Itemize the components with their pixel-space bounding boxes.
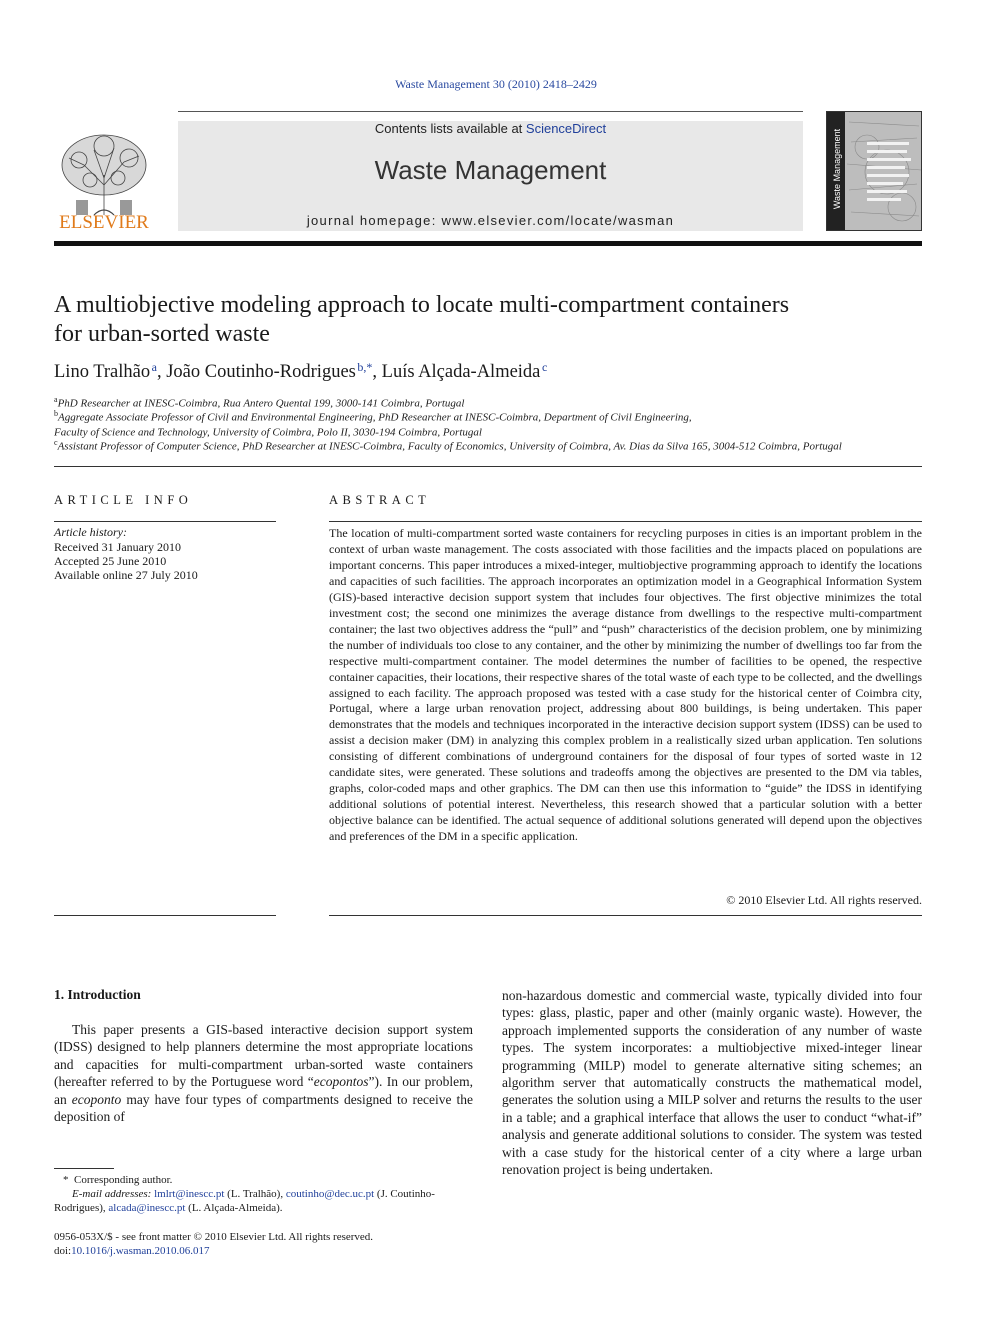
paper-title — [54, 291, 922, 349]
author-separator: , — [156, 362, 167, 382]
affiliation-rule — [54, 466, 922, 467]
header-top-rule — [178, 111, 803, 112]
email-link[interactable]: alcada@inescc.pt — [108, 1202, 186, 1214]
affiliation-text: PhD Researcher at INESC-Coimbra, Rua Antero Quental 199, 3000-141 Coimbra, Portugal — [57, 397, 465, 410]
contents-prefix: Contents lists available at — [374, 121, 526, 136]
journal-homepage — [178, 213, 803, 228]
email-link[interactable]: lmlrt@inescc.pt — [154, 1188, 225, 1200]
cover-title: Waste Management — [832, 128, 842, 210]
affiliation-marker: c — [54, 438, 58, 447]
intro-emphasis: ecopontos — [313, 1074, 369, 1090]
email-owner: (J. Coutinho-Rodrigues), — [54, 1188, 435, 1214]
article-info-bottom-rule — [54, 915, 276, 916]
author-name: Luís Alçada-Almeida — [381, 362, 541, 382]
author-affiliation-marker[interactable]: b,* — [357, 360, 373, 374]
corresponding-author-note — [54, 1173, 473, 1187]
homepage-url-link[interactable]: www.elsevier.com/locate/wasman — [441, 213, 675, 228]
elsevier-wordmark: ELSEVIER — [59, 212, 149, 233]
email-owner: (L. Tralhão), — [224, 1188, 286, 1200]
email-owner: (L. Alçada-Almeida). — [185, 1202, 283, 1214]
doi-link[interactable]: 10.1016/j.wasman.2010.06.017 — [71, 1245, 210, 1257]
journal-title: Waste Management — [374, 155, 607, 185]
article-history-label: Article history: — [54, 525, 127, 539]
abstract-heading: ABSTRACT — [329, 493, 431, 507]
intro-emphasis: ecoponto — [71, 1091, 122, 1107]
author-separator: , — [372, 362, 382, 382]
journal-cover-image — [826, 111, 922, 231]
title-line-1: A multiobjective modeling approach to locate multi-compartment containers — [54, 292, 790, 318]
email-label: E-mail addresses: — [72, 1188, 152, 1200]
asterisk-icon: * — [63, 1174, 74, 1186]
affiliation-text: Faculty of Science and Technology, University of Coimbra, Polo II, 3030-194 Coimbra, Portugal — [54, 426, 482, 439]
author-name: Lino Tralhão — [54, 362, 151, 382]
doi-line — [54, 1245, 210, 1257]
author-affiliation-marker[interactable]: a — [151, 360, 157, 374]
header-thick-rule — [54, 241, 922, 246]
corresponding-text: Corresponding author. — [74, 1174, 173, 1186]
accepted-date: Accepted 25 June 2010 — [54, 554, 167, 568]
affiliation — [54, 438, 922, 453]
introduction-paragraph — [54, 1021, 473, 1125]
article-info-heading: ARTICLE INFO — [54, 493, 193, 507]
homepage-prefix: journal homepage: — [306, 213, 442, 228]
intro-text: This paper presents a GIS-based interactive decision support system (IDSS) designed to help planners determine the most appropriate locations and capacities for multi-compartment urban-sorted waste containers (hereafter referred to by the Portuguese word “ — [54, 1022, 473, 1090]
author-name: João Coutinho-Rodrigues — [166, 362, 356, 382]
affiliation — [54, 395, 922, 410]
affiliation-text: Assistant Professor of Computer Science, PhD Researcher at INESC-Coimbra, Faculty of Economics, University of Coimbra, Av. Dias da Silva 165, 3004-512 Coimbra, Portugal — [57, 440, 842, 453]
received-date: Received 31 January 2010 — [54, 540, 181, 554]
article-info-rule — [54, 521, 276, 522]
affiliation — [54, 409, 922, 424]
affiliation-marker: b — [54, 409, 58, 418]
email-link[interactable]: coutinho@dec.uc.pt — [285, 1188, 375, 1200]
title-line-2: for urban-sorted waste — [54, 321, 270, 347]
sciencedirect-link[interactable]: ScienceDirect — [525, 121, 607, 136]
issn-line: 0956-053X/$ - see front matter © 2010 Elsevier Ltd. All rights reserved. — [54, 1231, 374, 1243]
affiliation — [54, 424, 922, 439]
footnote-rule — [54, 1168, 114, 1169]
intro-text: may have four types of compartments designed to receive the deposition of — [54, 1091, 473, 1125]
doi-prefix: doi: — [54, 1245, 72, 1257]
abstract-rule — [329, 521, 922, 522]
contents-line — [178, 121, 803, 136]
journal-reference-link[interactable]: Waste Management 30 (2010) 2418–2429 — [395, 77, 597, 91]
author-list — [54, 362, 922, 383]
introduction-paragraph-continued: non-hazardous domestic and commercial waste, typically divided into four types: glass, plastic, paper and other (mainly organic waste). However, the approach implemented supports the consideration of any number of waste types. The system incorporates: a multiobjective mixed-integer linear programming (MILP) model to generate alternative siting schemes; an algorithm server that automatically constructs the mathematical model, generates the solution using a MILP solver and returns the results to the user in a table; and a graphical interface that allows the user to conduct “what-if” analysis and generate additional solutions to consider. The system was tested with a case study for the historical center of a city where a large urban renovation project is being undertaken. — [502, 988, 922, 1178]
author-affiliation-marker[interactable]: c — [541, 360, 548, 374]
online-date: Available online 27 July 2010 — [54, 568, 198, 582]
affiliation-marker: a — [54, 395, 58, 404]
intro-text: ”). In our problem, an — [54, 1074, 474, 1107]
abstract-copyright: © 2010 Elsevier Ltd. All rights reserved. — [726, 893, 922, 907]
introduction-heading: 1. Introduction — [54, 987, 141, 1002]
affiliation-text: Aggregate Associate Professor of Civil and Environmental Engineering, PhD Researcher at INESC-Coimbra, Department of Civil Engineering, — [58, 411, 692, 424]
abstract-text: The location of multi-compartment sorted waste containers for recycling purposes in cities is an important problem in the context of urban waste management. The costs associated with those facilities and the impacts placed on populations are important concerns. This paper introduces a mixed-integer, multiobjective programming approach to identify the locations and capacities of such facilities. The approach incorporates an optimization model in a Geographical Information System (GIS)-based interactive decision support system that includes four objectives. The first objective minimizes the total investment cost; the second one minimizes the average distance from dwellings to the respective multi-compartment container; the last two objectives address the “pull” and “push” characteristics of the decision problem, one by minimizing the number of individuals too close to any container, and the other by minimizing the number of dwellings too far from the respective multi-compartment container. The model determines the number of facilities to be opened, the respective container capacities, their locations, their respective shares of the total waste of each type to be collected, and the dwellings assigned to each facility. The approach proposed was tested with a case study for the historical center of Coimbra city, Portugal, where a large urban renovation project, addressing about 800 buildings, is being undertaken. This paper demonstrates that the models and techniques incorporated in the interactive decision support system (IDSS) can be used to assist a decision maker (DM) in analyzing this complex problem in a realistically sized urban application. Ten solutions consisting of different combinations of underground containers for the disposal of four types of sorted waste in 12 candidate sites, were generated. These solutions and tradeoffs among the objectives are presented to the DM via tables, graphs, color-coded maps and other graphics. The DM can then use this information to “guide” the IDSS in identifying additional solutions of potential interest. Nevertheless, this research showed that a particular solution with a better objective balance can be identified. The actual sequence of additional solutions generated will depend upon the objectives and preferences of the DM in a specific application. — [329, 526, 922, 844]
abstract-bottom-rule — [329, 915, 922, 916]
email-footnote — [54, 1187, 473, 1215]
